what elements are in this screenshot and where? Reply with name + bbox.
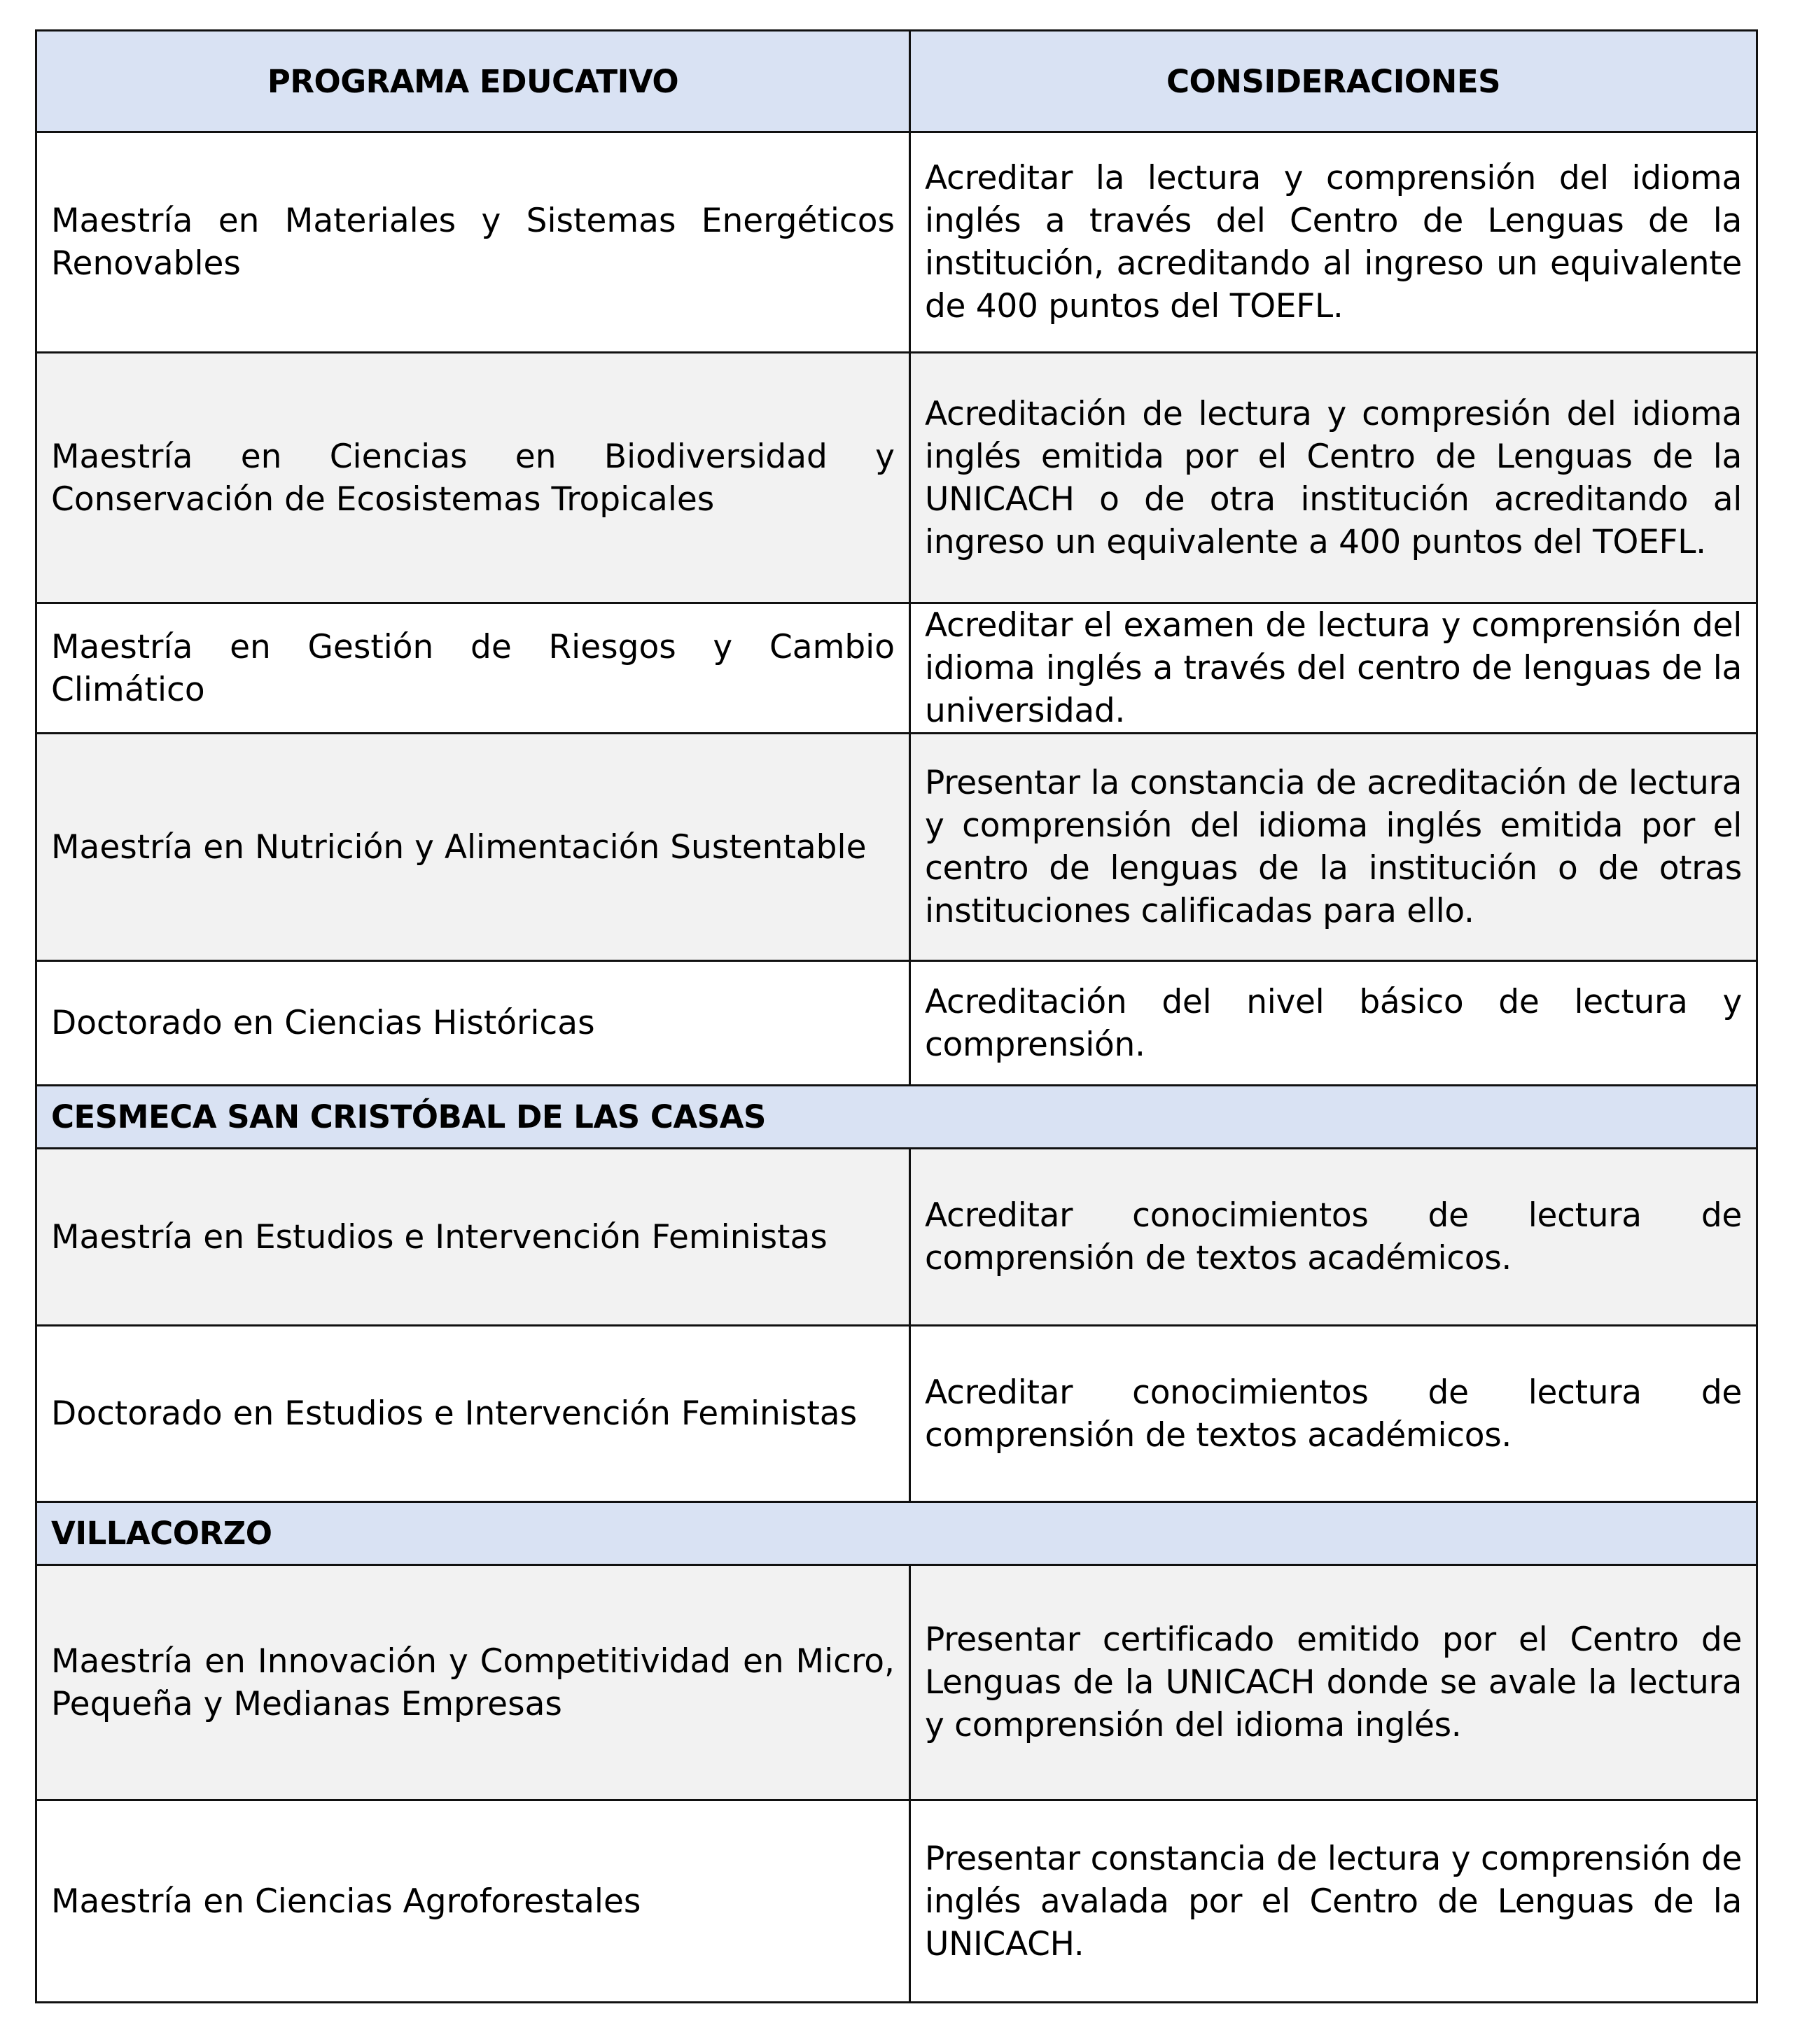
table-row <box>36 1149 1757 1326</box>
requirements-table <box>35 29 1758 2003</box>
program-cell: Maestría en Ciencias en Biodiversidad y Conservación de Ecosistemas Tropicales <box>36 353 910 603</box>
section-title: VILLACORZO <box>36 1502 1757 1565</box>
considerations-cell: Acreditación del nivel básico de lectura y comprensión. <box>910 961 1757 1086</box>
program-cell: Maestría en Nutrición y Alimentación Sustentable <box>36 734 910 961</box>
considerations-cell: Acreditar el examen de lectura y comprensión del idioma inglés a través del centro de lenguas de la universidad. <box>910 603 1757 734</box>
program-cell: Doctorado en Estudios e Intervención Feministas <box>36 1326 910 1502</box>
program-cell: Maestría en Ciencias Agroforestales <box>36 1800 910 2003</box>
section-header-cesmeca <box>36 1086 1757 1149</box>
table-row <box>36 132 1757 353</box>
table-row <box>36 1565 1757 1800</box>
section-title: CESMECA SAN CRISTÓBAL DE LAS CASAS <box>36 1086 1757 1149</box>
header-program: PROGRAMA EDUCATIVO <box>36 31 910 132</box>
program-cell: Maestría en Innovación y Competitividad en Micro, Pequeña y Medianas Empresas <box>36 1565 910 1800</box>
table-row <box>36 1800 1757 2003</box>
considerations-cell: Acreditar la lectura y comprensión del idioma inglés a través del Centro de Lenguas de la institución, acreditando al ingreso un equivalente de 400 puntos del TOEFL. <box>910 132 1757 353</box>
considerations-cell: Presentar certificado emitido por el Centro de Lenguas de la UNICACH donde se avale la lectura y comprensión del idioma inglés. <box>910 1565 1757 1800</box>
table-row <box>36 734 1757 961</box>
program-cell: Maestría en Gestión de Riesgos y Cambio Climático <box>36 603 910 734</box>
program-cell: Maestría en Materiales y Sistemas Energéticos Renovables <box>36 132 910 353</box>
table-row <box>36 353 1757 603</box>
considerations-cell: Acreditar conocimientos de lectura de comprensión de textos académicos. <box>910 1149 1757 1326</box>
considerations-cell: Presentar la constancia de acreditación de lectura y comprensión del idioma inglés emitida por el centro de lenguas de la institución o de otras instituciones calificadas para ello. <box>910 734 1757 961</box>
header-considerations: CONSIDERACIONES <box>910 31 1757 132</box>
table-row <box>36 1326 1757 1502</box>
section-header-villacorzo <box>36 1502 1757 1565</box>
table-header-row <box>36 31 1757 132</box>
considerations-cell: Presentar constancia de lectura y comprensión de inglés avalada por el Centro de Lenguas de la UNICACH. <box>910 1800 1757 2003</box>
considerations-cell: Acreditar conocimientos de lectura de comprensión de textos académicos. <box>910 1326 1757 1502</box>
program-cell: Doctorado en Ciencias Históricas <box>36 961 910 1086</box>
program-cell: Maestría en Estudios e Intervención Feministas <box>36 1149 910 1326</box>
considerations-cell: Acreditación de lectura y compresión del idioma inglés emitida por el Centro de Lenguas de la UNICACH o de otra institución acreditando al ingreso un equivalente a 400 puntos del TOEFL. <box>910 353 1757 603</box>
table-row <box>36 603 1757 734</box>
table-row <box>36 961 1757 1086</box>
